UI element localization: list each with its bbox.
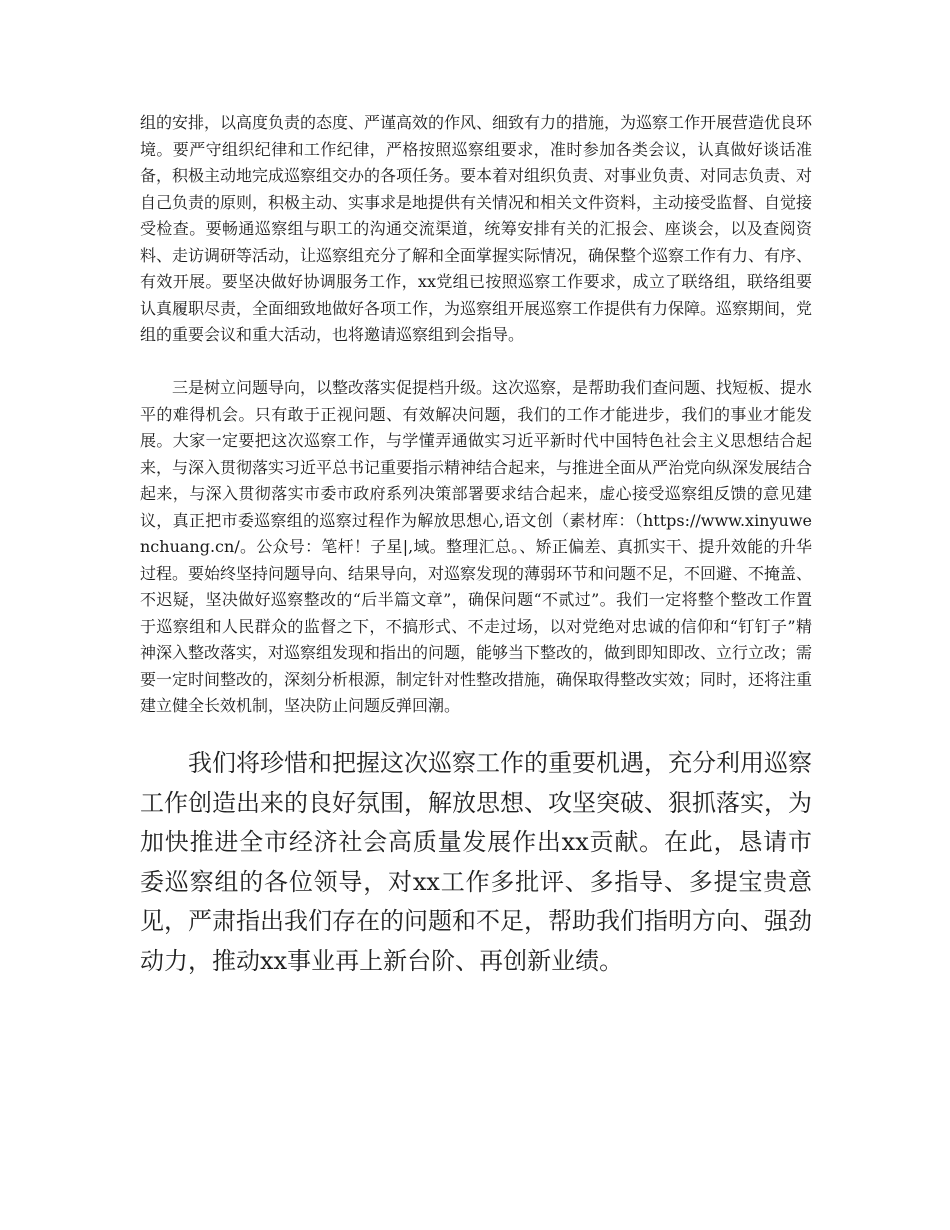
paragraph-closing: 我们将珍惜和把握这次巡察工作的重要机遇，充分利用巡察工作创造出来的良好氛围，解放思想、攻坚突破、狠抓落实，为加快推进全市经济社会高质量发展作出xx贡献。在此，恳请市委巡察组的各位领导，对xx工作多批评、多指导、多提宝贵意见，严肃指出我们存在的问题和不足，帮助我们指明方向、强劲动力，推动xx事业再上新台阶、再创新业绩。 — [140, 749, 812, 975]
paragraph-continuation: 组的安排，以高度负责的态度、严谨高效的作风、细致有力的措施，为巡察工作开展营造优良环境。要严守组织纪律和工作纪律，严格按照巡察组要求，准时参加各类会议，认真做好谈话准备，积极主动地完成巡察组交办的各项任务。要本着对组织负责、对事业负责、对同志负责、对自己负责的原则，积极主动、实事求是地提供有关情况和相关文件资料，主动接受监督、自觉接受检查。要畅通巡察组与职工的沟通交流渠道，统筹安排有关的汇报会、座谈会，以及查阅资料、走访调研等活动，让巡察组充分了解和全面掌握实际情况，确保整个巡察工作有力、有序、有效开展。要坚决做好协调服务工作，xx党组已按照巡察工作要求，成立了联络组，联络组要认真履职尽责，全面细致地做好各项工作，为巡察组开展巡察工作提供有力保障。巡察期间，党组的重要会议和重大活动，也将邀请巡察组到会指导。 — [140, 113, 813, 344]
paragraph-problem-orientation: 三是树立问题导向，以整改落实促提档升级。这次巡察，是帮助我们查问题、找短板、提水平的难得机会。只有敢于正视问题、有效解决问题，我们的工作才能进步，我们的事业才能发展。大家一定要把这次巡察工作，与学懂弄通做实习近平新时代中国特色社会主义思想结合起来，与深入贯彻落实习近平总书记重要指示精神结合起来，与推进全面从严治党向纵深发展结合起来，与深入贯彻落实市委市政府系列决策部署要求结合起来，虚心接受巡察组反馈的意见建议，真正把市委巡察组的巡察过程作为解放思想心,语文创（素材库：（https://www.xinyuwenchuang.cn/。公众号：笔杆！子星|,域。整理汇总。、矫正偏差、真抓实干、提升效能的升华过程。要始终坚持问题导向、结果导向，对巡察发现的薄弱环节和问题不足，不回避、不掩盖、不迟疑，坚决做好巡察整改的“后半篇文章”，确保问题“不贰过”。我们一定将整个整改工作置于巡察组和人民群众的监督之下，不搞形式、不走过场，以对党绝对忠诚的信仰和“钉钉子”精神深入整改落实，对巡察组发现和指出的问题，能够当下整改的，做到即知即改、立行立改；需要一定时间整改的，深刻分析根源，制定针对性整改措施，确保取得整改实效；同时，还将注重建立健全长效机制，坚决防止问题反弹回潮。 — [140, 378, 813, 715]
